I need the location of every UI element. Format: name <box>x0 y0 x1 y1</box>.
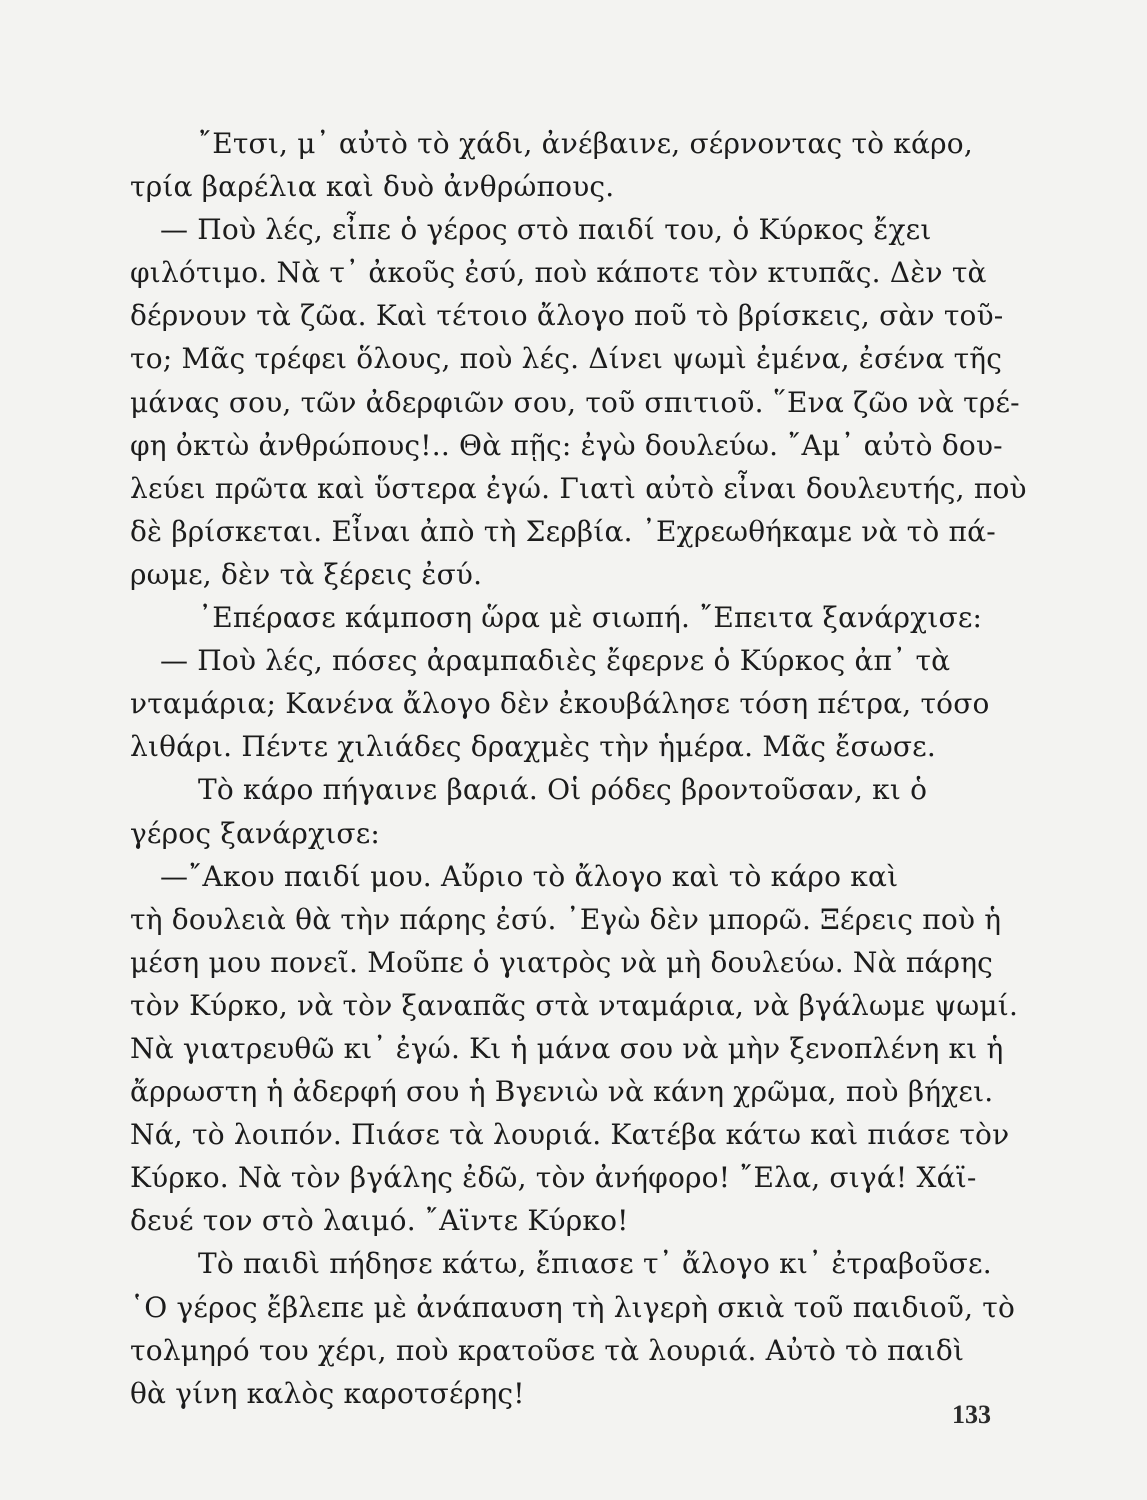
page-number: 133 <box>952 1400 991 1429</box>
text-line: λιθάρι. Πέντε χιλιάδες δραχμὲς τὴν ἡμέρα. Μᾶς ἔσωσε. <box>130 730 936 764</box>
text-line: ῾Ο γέρος ἔβλεπε μὲ ἀνάπαυση τὴ λιγερὴ σκιὰ τοῦ παιδιοῦ, τὸ <box>130 1290 1016 1324</box>
text-line: Τὸ παιδὶ πήδησε κάτω, ἔπιασε τ᾿ ἄλογο κι᾿ ἐτραβοῦσε. <box>198 1247 992 1281</box>
text-line: δευέ τον στὸ λαιμό. ῎Αϊντε Κύρκο! <box>130 1204 629 1238</box>
text-line: θὰ γίνη καλὸς καροτσέρης! <box>130 1376 525 1410</box>
text-line: τὸν Κύρκο, νὰ τὸν ξαναπᾶς στὰ νταμάρια, νὰ βγάλωμε ψωμί. <box>130 988 1019 1022</box>
text-line: Νά, τὸ λοιπόν. Πιάσε τὰ λουριά. Κατέβα κάτω καὶ πιάσε τὸν <box>130 1118 1010 1152</box>
text-line: Τὸ κάρο πήγαινε βαριά. Οἱ ρόδες βροντοῦσαν, κι ὁ <box>198 773 928 807</box>
text-line: μέση μου πονεῖ. Μοῦπε ὁ γιατρὸς νὰ μὴ δουλεύω. Νὰ πάρης <box>130 945 994 979</box>
text-line: δέρνουν τὰ ζῶα. Καὶ τέτοιο ἄλογο ποῦ τὸ βρίσκεις, σὰν τοῦ- <box>130 299 1004 333</box>
text-line: τολμηρό του χέρι, ποὺ κρατοῦσε τὰ λουριά. Αὐτὸ τὸ παιδὶ <box>130 1333 965 1367</box>
text-line: τρία βαρέλια καὶ δυὸ ἀνθρώπους. <box>130 170 615 204</box>
text-line: Νὰ γιατρευθῶ κι᾿ ἐγώ. Κι ἡ μάνα σου νὰ μὴν ξενοπλένη κι ἡ <box>130 1031 1004 1065</box>
text-line: το; Μᾶς τρέφει ὅλους, ποὺ λές. Δίνει ψωμὶ ἐμένα, ἐσένα τῆς <box>130 342 1003 376</box>
text-line: ρωμε, δὲν τὰ ξέρεις ἐσύ. <box>130 557 483 591</box>
text-line: μάνας σου, τῶν ἀδερφιῶν σου, τοῦ σπιτιοῦ. ῞Ενα ζῶο νὰ τρέ- <box>130 385 1020 419</box>
text-line: νταμάρια; Κανένα ἄλογο δὲν ἐκουβάλησε τόση πέτρα, τόσο <box>130 687 990 721</box>
text-line: λεύει πρῶτα καὶ ὕστερα ἐγώ. Γιατὶ αὐτὸ εἶναι δουλευτής, ποὺ <box>130 471 1027 505</box>
text-line: φη ὀκτὼ ἀνθρώπους!.. Θὰ πῇς: ἐγὼ δουλεύω. ῎Αμ᾿ αὐτὸ δου- <box>130 428 1003 462</box>
text-line: —῎Ακου παιδί μου. Αὔριο τὸ ἄλογο καὶ τὸ κάρο καὶ <box>160 859 899 893</box>
text-line: ῎Ετσι, μ᾿ αὐτὸ τὸ χάδι, ἀνέβαινε, σέρνοντας τὸ κάρο, <box>198 127 973 160</box>
text-line: — Ποὺ λές, πόσες ἀραμπαδιὲς ἔφερνε ὁ Κύρκος ἀπ᾿ τὰ <box>160 644 951 678</box>
text-line: τὴ δουλειὰ θὰ τὴν πάρης ἐσύ. ᾿Εγὼ δὲν μπορῶ. Ξέρεις ποὺ ἡ <box>130 902 1002 936</box>
text-line: δὲ βρίσκεται. Εἶναι ἀπὸ τὴ Σερβία. ᾿Εχρεωθήκαμε νὰ τὸ πά- <box>130 514 996 548</box>
text-line: Κύρκο. Νὰ τὸν βγάλης ἐδῶ, τὸν ἀνήφορο! ῎Ελα, σιγά! Χάϊ- <box>130 1161 977 1195</box>
text-line: — Ποὺ λές, εἶπε ὁ γέρος στὸ παιδί του, ὁ Κύρκος ἔχει <box>160 213 932 247</box>
text-line: γέρος ξανάρχισε: <box>130 816 381 850</box>
text-line: ᾿Επέρασε κάμποση ὥρα μὲ σιωπή. ῎Επειτα ξανάρχισε: <box>198 601 983 635</box>
text-line: ἄρρωστη ἡ ἀδερφή σου ἡ Βγενιὼ νὰ κάνη χρῶμα, ποὺ βήχει. <box>130 1075 994 1109</box>
text-line: φιλότιμο. Νὰ τ᾿ ἀκοῦς ἐσύ, ποὺ κάποτε τὸν κτυπᾶς. Δὲν τὰ <box>130 256 987 290</box>
page-body-text <box>130 122 1027 1415</box>
